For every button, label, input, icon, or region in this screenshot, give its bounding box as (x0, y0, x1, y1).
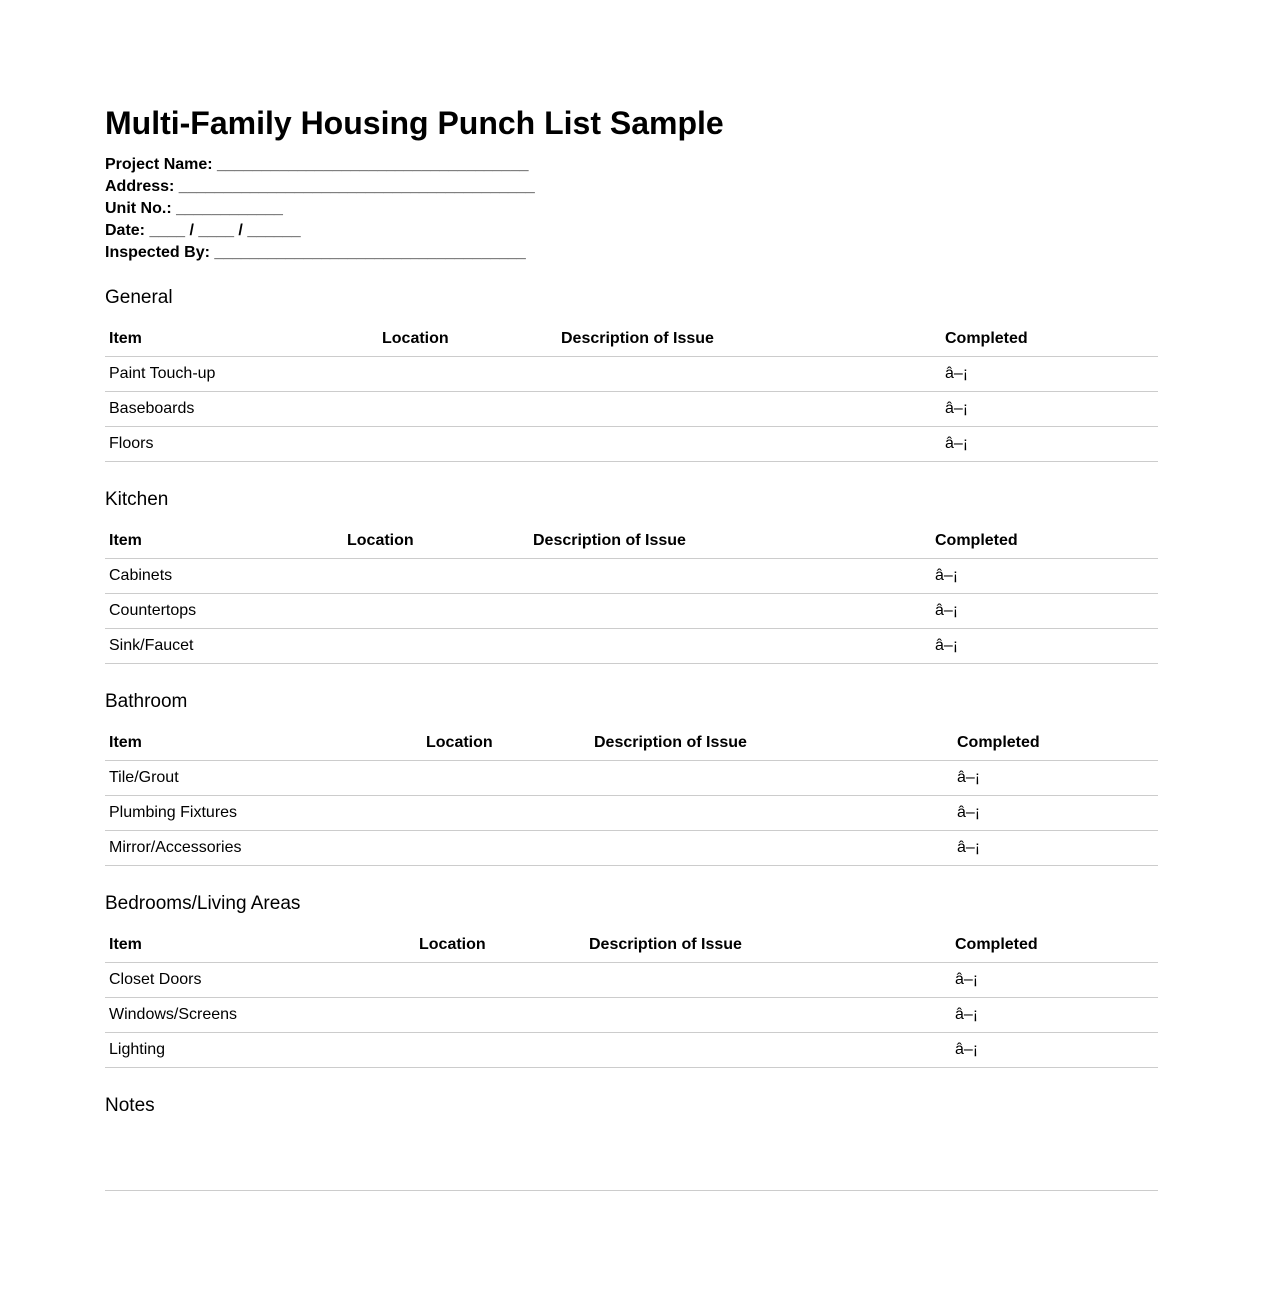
item-cell: Mirror/Accessories (105, 831, 422, 866)
location-cell[interactable] (378, 357, 557, 392)
completed-checkbox[interactable]: â–¡ (951, 963, 1158, 998)
completed-checkbox[interactable]: â–¡ (953, 761, 1158, 796)
general-table (105, 322, 1158, 462)
column-header-completed: Completed (941, 322, 1158, 357)
completed-checkbox[interactable]: â–¡ (941, 427, 1158, 462)
address-field[interactable]: Address: ________________________________________ (105, 178, 535, 195)
description-cell[interactable] (557, 357, 941, 392)
completed-checkbox[interactable]: â–¡ (931, 559, 1158, 594)
punch-list-document (105, 100, 1158, 1116)
column-header-description: Description of Issue (585, 928, 951, 963)
table-row (105, 831, 1158, 866)
column-header-item: Item (105, 524, 343, 559)
description-cell[interactable] (590, 796, 953, 831)
location-cell[interactable] (415, 1033, 585, 1068)
section-general (105, 286, 1158, 462)
location-cell[interactable] (343, 594, 529, 629)
location-cell[interactable] (415, 998, 585, 1033)
table-row (105, 392, 1158, 427)
section-notes (105, 1094, 1158, 1191)
column-header-location: Location (415, 928, 585, 963)
description-cell[interactable] (557, 392, 941, 427)
column-header-completed: Completed (953, 726, 1158, 761)
item-cell: Lighting (105, 1033, 415, 1068)
description-cell[interactable] (590, 761, 953, 796)
table-row (105, 1033, 1158, 1068)
item-cell: Baseboards (105, 392, 378, 427)
description-cell[interactable] (529, 629, 931, 664)
location-cell[interactable] (415, 963, 585, 998)
section-bedrooms (105, 892, 1158, 1068)
completed-checkbox[interactable]: â–¡ (941, 392, 1158, 427)
table-header-row (105, 726, 1158, 761)
description-cell[interactable] (585, 963, 951, 998)
notes-area[interactable] (105, 1124, 1158, 1191)
column-header-completed: Completed (931, 524, 1158, 559)
column-header-location: Location (422, 726, 590, 761)
table-header-row (105, 928, 1158, 963)
description-cell[interactable] (585, 998, 951, 1033)
bathroom-table (105, 726, 1158, 866)
description-cell[interactable] (529, 559, 931, 594)
project-name-field[interactable]: Project Name: ___________________________________ (105, 156, 529, 173)
table-header-row (105, 322, 1158, 357)
completed-checkbox[interactable]: â–¡ (953, 831, 1158, 866)
item-cell: Cabinets (105, 559, 343, 594)
location-cell[interactable] (422, 796, 590, 831)
location-cell[interactable] (378, 392, 557, 427)
completed-checkbox[interactable]: â–¡ (941, 357, 1158, 392)
description-cell[interactable] (585, 1033, 951, 1068)
table-row (105, 594, 1158, 629)
completed-checkbox[interactable]: â–¡ (931, 594, 1158, 629)
kitchen-table (105, 524, 1158, 664)
column-header-description: Description of Issue (557, 322, 941, 357)
section-title-general: General (105, 287, 173, 308)
column-header-item: Item (105, 928, 415, 963)
column-header-completed: Completed (951, 928, 1158, 963)
item-cell: Paint Touch-up (105, 357, 378, 392)
unit-no-field[interactable]: Unit No.: ____________ (105, 200, 283, 217)
completed-checkbox[interactable]: â–¡ (931, 629, 1158, 664)
completed-checkbox[interactable]: â–¡ (951, 1033, 1158, 1068)
inspected-by-field[interactable]: Inspected By: ___________________________________ (105, 244, 526, 261)
location-cell[interactable] (422, 831, 590, 866)
item-cell: Countertops (105, 594, 343, 629)
table-row (105, 357, 1158, 392)
item-cell: Windows/Screens (105, 998, 415, 1033)
table-row (105, 559, 1158, 594)
description-cell[interactable] (529, 594, 931, 629)
section-title-bedrooms: Bedrooms/Living Areas (105, 893, 301, 914)
column-header-location: Location (343, 524, 529, 559)
item-cell: Closet Doors (105, 963, 415, 998)
section-kitchen (105, 488, 1158, 664)
description-cell[interactable] (557, 427, 941, 462)
section-title-bathroom: Bathroom (105, 691, 188, 712)
item-cell: Floors (105, 427, 378, 462)
location-cell[interactable] (343, 629, 529, 664)
table-row (105, 761, 1158, 796)
column-header-item: Item (105, 322, 378, 357)
table-header-row (105, 524, 1158, 559)
location-cell[interactable] (343, 559, 529, 594)
description-cell[interactable] (590, 831, 953, 866)
item-cell: Sink/Faucet (105, 629, 343, 664)
table-row (105, 963, 1158, 998)
header-fields (105, 154, 1158, 264)
completed-checkbox[interactable]: â–¡ (953, 796, 1158, 831)
section-bathroom (105, 690, 1158, 866)
completed-checkbox[interactable]: â–¡ (951, 998, 1158, 1033)
section-title-kitchen: Kitchen (105, 489, 169, 510)
location-cell[interactable] (422, 761, 590, 796)
location-cell[interactable] (378, 427, 557, 462)
table-row (105, 998, 1158, 1033)
page-title: Multi-Family Housing Punch List Sample (105, 105, 724, 141)
table-row (105, 629, 1158, 664)
section-title-notes: Notes (105, 1095, 155, 1116)
column-header-description: Description of Issue (529, 524, 931, 559)
bedrooms-table (105, 928, 1158, 1068)
table-row (105, 427, 1158, 462)
date-field[interactable]: Date: ____ / ____ / ______ (105, 222, 301, 239)
column-header-location: Location (378, 322, 557, 357)
table-row (105, 796, 1158, 831)
item-cell: Tile/Grout (105, 761, 422, 796)
item-cell: Plumbing Fixtures (105, 796, 422, 831)
column-header-item: Item (105, 726, 422, 761)
column-header-description: Description of Issue (590, 726, 953, 761)
